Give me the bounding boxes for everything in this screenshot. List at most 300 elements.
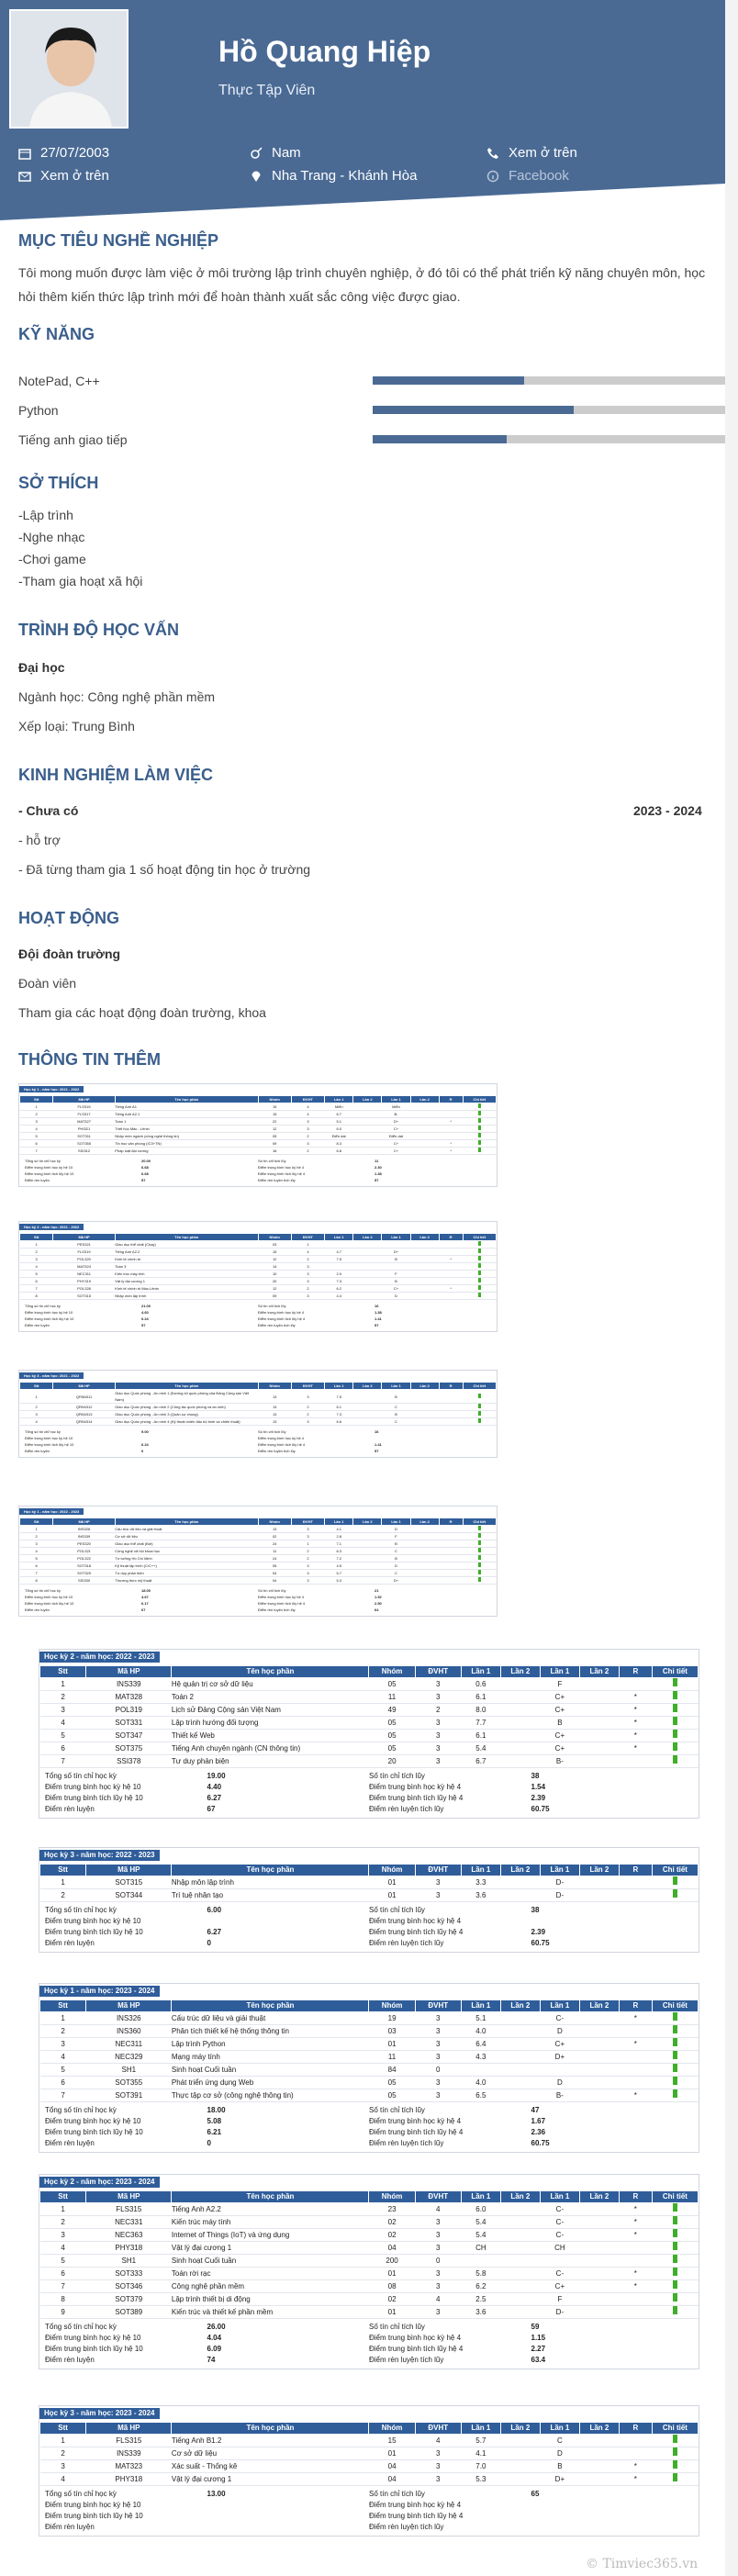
column-header: Lần 2: [500, 2191, 540, 2203]
table-cell: 05: [369, 1742, 415, 1755]
summary-value: 60.75: [531, 1805, 550, 1813]
detail-cell[interactable]: [463, 1241, 496, 1249]
detail-cell[interactable]: [652, 2216, 698, 2229]
table-cell: [439, 1562, 463, 1570]
column-header: Stt: [40, 1666, 86, 1678]
table-cell: [579, 2242, 619, 2255]
summary-label: Điểm rèn luyện: [25, 1449, 50, 1453]
table-cell: 3: [415, 2025, 461, 2038]
experience-period: 2023 - 2024: [633, 803, 702, 818]
table-cell: MAT327: [53, 1118, 115, 1126]
detail-icon[interactable]: [673, 1730, 677, 1738]
table-cell: [439, 1249, 463, 1256]
detail-cell[interactable]: [463, 1148, 496, 1155]
summary-value: 38: [531, 1906, 540, 1914]
detail-icon[interactable]: [673, 2216, 677, 2224]
detail-icon[interactable]: [673, 2255, 677, 2263]
detail-icon[interactable]: [478, 1533, 481, 1538]
detail-icon[interactable]: [673, 2268, 677, 2276]
table-cell: 1: [40, 1678, 86, 1691]
table-row: [40, 1889, 699, 1902]
table-cell: [579, 1755, 619, 1768]
table-cell: [439, 1533, 463, 1540]
detail-cell[interactable]: [652, 2229, 698, 2242]
summary-label: Tổng số tín chỉ học kỳ: [45, 1772, 117, 1780]
table-cell: D: [382, 1526, 410, 1533]
table-cell: [500, 2077, 540, 2089]
detail-icon[interactable]: [478, 1241, 481, 1246]
facebook-link[interactable]: Facebook: [509, 168, 569, 184]
detail-cell[interactable]: [463, 1526, 496, 1533]
table-cell: 5: [40, 2064, 86, 2077]
table-cell: Lập trình hướng đối tượng: [172, 1717, 369, 1730]
detail-cell[interactable]: [652, 2012, 698, 2025]
table-cell: [579, 1704, 619, 1717]
column-header: Lần 1: [382, 1383, 410, 1390]
detail-cell[interactable]: [652, 2025, 698, 2038]
detail-cell[interactable]: [463, 1263, 496, 1271]
detail-icon[interactable]: [478, 1126, 481, 1130]
column-header: ĐVHT: [291, 1234, 324, 1241]
table-cell: *: [439, 1140, 463, 1148]
detail-icon[interactable]: [673, 2293, 677, 2302]
detail-icon[interactable]: [478, 1404, 481, 1408]
table-cell: Hệ quản trị cơ sở dữ liệu: [172, 1678, 369, 1691]
table-cell: [500, 2025, 540, 2038]
table-cell: Tiếng Anh chuyên ngành (CN thông tin): [172, 1742, 369, 1755]
table-cell: F: [540, 2293, 579, 2306]
detail-cell[interactable]: [652, 2203, 698, 2216]
table-cell: [579, 2293, 619, 2306]
table-cell: 23: [369, 2203, 415, 2216]
column-header: ĐVHT: [415, 2191, 461, 2203]
detail-icon[interactable]: [673, 2229, 677, 2237]
detail-icon[interactable]: [673, 2012, 677, 2021]
table-cell: 1: [20, 1390, 53, 1404]
detail-cell[interactable]: [463, 1404, 496, 1411]
table-cell: 8.3: [325, 1140, 353, 1148]
table-cell: 4: [415, 2435, 461, 2447]
summary-label: Điểm rèn luyện tích lũy: [258, 1323, 296, 1327]
column-header: Lần 1: [461, 2423, 500, 2435]
table-cell: [410, 1278, 439, 1285]
detail-icon[interactable]: [673, 2077, 677, 2085]
table-cell: [439, 1548, 463, 1555]
detail-icon[interactable]: [478, 1394, 481, 1398]
detail-icon[interactable]: [478, 1249, 481, 1253]
table-cell: Kỹ thuật lập trình (C/C++): [115, 1562, 258, 1570]
column-header: Lần 2: [579, 2423, 619, 2435]
table-cell: B-: [382, 1111, 410, 1118]
column-header: Lần 1: [461, 1666, 500, 1678]
table-cell: [353, 1293, 382, 1300]
table-cell: 7: [40, 2089, 86, 2102]
table-cell: 2: [40, 2447, 86, 2460]
detail-cell[interactable]: [463, 1390, 496, 1404]
summary-value: [207, 2500, 370, 2511]
table-cell: C+: [540, 2038, 579, 2051]
table-cell: Kinh tế chính trị: [115, 1256, 258, 1263]
table-cell: [353, 1256, 382, 1263]
table-cell: 7.0: [461, 2460, 500, 2473]
detail-cell[interactable]: [652, 2255, 698, 2268]
table-cell: 6.1: [461, 1730, 500, 1742]
detail-icon[interactable]: [673, 2064, 677, 2072]
table-cell: [500, 2473, 540, 2486]
gender: [250, 145, 301, 161]
detail-icon[interactable]: [478, 1418, 481, 1423]
table-cell: D: [540, 2447, 579, 2460]
detail-cell[interactable]: [463, 1562, 496, 1570]
column-header: Lần 2: [500, 1865, 540, 1876]
grades-table: [19, 1095, 497, 1155]
table-cell: 6.6: [325, 1418, 353, 1426]
table-row: [20, 1118, 497, 1126]
table-cell: [579, 2025, 619, 2038]
detail-cell[interactable]: [652, 1876, 698, 1889]
detail-icon[interactable]: [673, 2025, 677, 2033]
summary-value: 1.15: [531, 2334, 546, 2342]
detail-icon[interactable]: [673, 1755, 677, 1764]
table-cell: B: [540, 2460, 579, 2473]
detail-cell[interactable]: [652, 1704, 698, 1717]
detail-icon[interactable]: [478, 1140, 481, 1145]
table-cell: Giáo dục Quốc phòng - An ninh 1 (Đường lối quốc phòng của Đảng Cộng sản Việt Nam): [115, 1390, 258, 1404]
summary-label: Điểm trung bình tích lũy hệ 4: [258, 1171, 306, 1176]
detail-icon[interactable]: [478, 1278, 481, 1282]
experience-title: KINH NGHIỆM LÀM VIỆC: [18, 766, 214, 784]
table-cell: 01: [369, 2268, 415, 2280]
skill-level: [373, 435, 507, 443]
summary-label: Điểm trung bình học kỳ hệ 10: [45, 1783, 141, 1791]
detail-cell[interactable]: [652, 2447, 698, 2460]
table-cell: 4.1: [461, 2447, 500, 2460]
table-row: [20, 1562, 497, 1570]
detail-cell[interactable]: [652, 2473, 698, 2486]
detail-icon[interactable]: [673, 2280, 677, 2289]
detail-icon[interactable]: [478, 1133, 481, 1137]
table-row: [20, 1526, 497, 1533]
table-cell: 3: [40, 2460, 86, 2473]
summary-label: Điểm trung bình tích lũy hệ 10: [25, 1316, 74, 1321]
table-cell: Lập trình Python: [172, 2038, 369, 2051]
table-cell: PHY318: [86, 2242, 172, 2255]
table-cell: 19: [369, 2012, 415, 2025]
hobbies-title: SỞ THÍCH: [18, 474, 99, 492]
summary-label: Điểm trung bình học kỳ hệ 4: [369, 1783, 462, 1791]
detail-cell[interactable]: [463, 1411, 496, 1418]
detail-icon[interactable]: [478, 1540, 481, 1545]
table-cell: 6.7: [461, 1755, 500, 1768]
table-row: [20, 1548, 497, 1555]
column-header: Lần 1: [540, 2423, 579, 2435]
column-header: Nhóm: [369, 1666, 415, 1678]
table-cell: [500, 1755, 540, 1768]
column-header: Lần 1: [325, 1096, 353, 1103]
column-header: Tên học phần: [172, 2191, 369, 2203]
detail-cell[interactable]: [652, 1889, 698, 1902]
detail-icon[interactable]: [673, 1678, 677, 1686]
summary-label: Điểm trung bình tích lũy hệ 4: [369, 1794, 464, 1802]
detail-cell[interactable]: [463, 1118, 496, 1126]
table-cell: *: [439, 1118, 463, 1126]
detail-icon[interactable]: [673, 2447, 677, 2456]
table-cell: F: [382, 1533, 410, 1540]
detail-cell[interactable]: [652, 2268, 698, 2280]
detail-icon[interactable]: [478, 1256, 481, 1260]
table-cell: [439, 1133, 463, 1140]
detail-cell[interactable]: [652, 2293, 698, 2306]
activities-title: HOẠT ĐỘNG: [18, 909, 119, 927]
detail-icon[interactable]: [673, 2038, 677, 2046]
table-cell: [619, 1889, 652, 1902]
detail-icon[interactable]: [478, 1526, 481, 1530]
summary-value: 6.24: [141, 1316, 149, 1321]
summary-value: 6.00: [207, 1906, 222, 1914]
detail-icon[interactable]: [478, 1148, 481, 1152]
table-cell: 3: [415, 2077, 461, 2089]
detail-cell[interactable]: [463, 1249, 496, 1256]
detail-cell[interactable]: [652, 2435, 698, 2447]
table-cell: Giáo dục Quốc phòng - An ninh 2 (Công tác quốc phòng và an ninh): [115, 1404, 258, 1411]
table-cell: [439, 1577, 463, 1585]
table-cell: 4.5: [325, 1562, 353, 1570]
detail-icon[interactable]: [673, 2306, 677, 2314]
table-cell: Vật lý đại cương 1: [172, 2242, 369, 2255]
detail-cell[interactable]: [463, 1577, 496, 1585]
table-row: [40, 1704, 699, 1717]
table-cell: B: [382, 1278, 410, 1285]
table-cell: Triết học Mác - Lênin: [115, 1126, 258, 1133]
detail-icon[interactable]: [478, 1548, 481, 1552]
table-cell: [619, 2306, 652, 2319]
table-cell: [579, 2268, 619, 2280]
table-cell: C+: [540, 2280, 579, 2293]
detail-icon[interactable]: [478, 1562, 481, 1567]
table-cell: 3: [291, 1570, 324, 1577]
table-cell: [579, 1876, 619, 1889]
table-cell: [500, 2229, 540, 2242]
detail-cell[interactable]: [463, 1271, 496, 1278]
detail-cell[interactable]: [652, 2089, 698, 2102]
detail-cell[interactable]: [652, 1755, 698, 1768]
table-cell: 3: [291, 1533, 324, 1540]
column-header: Nhóm: [369, 1865, 415, 1876]
summary-label: Tổng số tín chỉ học kỳ: [45, 1906, 117, 1914]
detail-cell[interactable]: [463, 1126, 496, 1133]
detail-icon[interactable]: [478, 1118, 481, 1123]
detail-icon[interactable]: [478, 1285, 481, 1290]
table-cell: [353, 1126, 382, 1133]
detail-icon[interactable]: [673, 2242, 677, 2250]
detail-cell[interactable]: [463, 1540, 496, 1548]
table-cell: C+: [540, 1742, 579, 1755]
detail-cell[interactable]: [463, 1278, 496, 1285]
table-row: [40, 2203, 699, 2216]
column-header: Lần 2: [410, 1234, 439, 1241]
detail-icon[interactable]: [478, 1103, 481, 1108]
facebook[interactable]: [486, 168, 569, 184]
table-cell: [500, 2051, 540, 2064]
summary-label: Điểm trung bình tích lũy hệ 10: [25, 1171, 74, 1176]
detail-cell[interactable]: [463, 1140, 496, 1148]
table-cell: [619, 2025, 652, 2038]
detail-icon[interactable]: [673, 1889, 677, 1898]
summary-label: Điểm rèn luyện tích lũy: [258, 1449, 296, 1453]
detail-icon[interactable]: [478, 1411, 481, 1416]
table-cell: Vật lý đại cương 1: [115, 1278, 258, 1285]
table-cell: 2: [20, 1111, 53, 1118]
detail-cell[interactable]: [652, 2064, 698, 2077]
table-cell: 7.3: [325, 1411, 353, 1418]
detail-cell[interactable]: [652, 2460, 698, 2473]
summary-label: Số tín chỉ tích lũy: [258, 1159, 286, 1163]
table-cell: SOT391: [86, 2089, 172, 2102]
table-cell: [500, 1717, 540, 1730]
column-header: ĐVHT: [291, 1383, 324, 1390]
summary-value: 21: [375, 1588, 379, 1593]
detail-icon[interactable]: [673, 2203, 677, 2212]
table-cell: [500, 1704, 540, 1717]
detail-icon[interactable]: [478, 1293, 481, 1297]
table-cell: Cơ sở dữ liệu: [115, 1533, 258, 1540]
table-cell: INS339: [86, 1678, 172, 1691]
table-cell: D+: [540, 2051, 579, 2064]
detail-cell[interactable]: [652, 1717, 698, 1730]
summary-label: Số tín chỉ tích lũy: [369, 2323, 425, 2331]
table-cell: 6: [20, 1278, 53, 1285]
table-row: [40, 1742, 699, 1755]
detail-icon[interactable]: [673, 1876, 677, 1885]
detail-cell[interactable]: [652, 1742, 698, 1755]
column-header: Lần 2: [410, 1383, 439, 1390]
summary-label: Điểm rèn luyện: [25, 1607, 50, 1612]
detail-cell[interactable]: [652, 2051, 698, 2064]
detail-cell[interactable]: [652, 2077, 698, 2089]
summary-label: Điểm trung bình học kỳ hệ 4: [369, 2117, 462, 2125]
table-cell: 4.1: [325, 1526, 353, 1533]
detail-cell[interactable]: [652, 1691, 698, 1704]
table-cell: C-: [540, 2229, 579, 2242]
calendar-icon: [18, 147, 31, 160]
table-cell: NEC311: [86, 2038, 172, 2051]
detail-icon[interactable]: [478, 1577, 481, 1582]
summary-value: 1.41: [375, 1316, 382, 1321]
table-cell: POL321: [53, 1548, 115, 1555]
detail-cell[interactable]: [463, 1548, 496, 1555]
detail-cell[interactable]: [463, 1133, 496, 1140]
table-cell: POL320: [53, 1256, 115, 1263]
detail-cell[interactable]: [652, 1678, 698, 1691]
detail-cell[interactable]: [652, 2280, 698, 2293]
summary-value: 74: [207, 2356, 216, 2364]
table-cell: 1: [40, 1876, 86, 1889]
table-cell: 4: [291, 1111, 324, 1118]
detail-icon[interactable]: [478, 1263, 481, 1268]
table-cell: [410, 1540, 439, 1548]
summary-value: 57: [141, 1323, 146, 1327]
table-cell: [579, 2089, 619, 2102]
table-cell: 09: [258, 1293, 291, 1300]
summary-value: 67: [207, 1805, 216, 1813]
detail-icon[interactable]: [673, 1717, 677, 1725]
table-cell: [619, 2293, 652, 2306]
column-header: Tên học phần: [172, 2423, 369, 2435]
table-cell: [540, 2255, 579, 2268]
table-cell: 6.2: [325, 1285, 353, 1293]
table-cell: 8: [40, 2293, 86, 2306]
table-cell: C-: [540, 2268, 579, 2280]
detail-cell[interactable]: [463, 1111, 496, 1118]
table-cell: INS326: [86, 2012, 172, 2025]
detail-cell[interactable]: [463, 1256, 496, 1263]
table-cell: SOT315: [53, 1293, 115, 1300]
detail-cell[interactable]: [652, 2306, 698, 2319]
detail-cell[interactable]: [463, 1570, 496, 1577]
summary-label: Điểm trung bình học kỳ hệ 4: [369, 1917, 462, 1925]
detail-cell[interactable]: [463, 1285, 496, 1293]
table-cell: 5: [20, 1133, 53, 1140]
summary-label: Tổng số tín chỉ học kỳ: [45, 2490, 117, 2498]
detail-cell[interactable]: [652, 2038, 698, 2051]
objective-text: Tôi mong muốn được làm việc ở môi trường lập trình chuyên nghiệp, ở đó tôi có thể phát triển kỹ năng chuyên môn, học hỏi thêm kiến thức lập trình mới để hoàn thành xuất sắc công việc được giao.: [18, 265, 706, 304]
detail-icon[interactable]: [673, 1742, 677, 1751]
table-cell: Công nghệ xã hội khoa học: [115, 1548, 258, 1555]
detail-icon[interactable]: [673, 1704, 677, 1712]
summary-label: Điểm rèn luyện: [45, 1939, 95, 1947]
table-cell: 04: [258, 1570, 291, 1577]
column-header: Lần 1: [461, 2000, 500, 2012]
detail-icon[interactable]: [673, 2460, 677, 2469]
table-cell: *: [619, 1730, 652, 1742]
column-header: Mã HP: [86, 2191, 172, 2203]
detail-cell[interactable]: [652, 2242, 698, 2255]
table-cell: [579, 2064, 619, 2077]
table-cell: [579, 1889, 619, 1902]
table-row: [40, 2293, 699, 2306]
column-header: R: [619, 2000, 652, 2012]
detail-cell[interactable]: [463, 1103, 496, 1111]
table-row: [20, 1533, 497, 1540]
detail-icon[interactable]: [673, 2051, 677, 2059]
detail-cell[interactable]: [463, 1418, 496, 1426]
table-cell: 5.1: [325, 1118, 353, 1126]
education-title: TRÌNH ĐỘ HỌC VẤN: [18, 621, 179, 639]
detail-icon[interactable]: [478, 1555, 481, 1560]
detail-icon[interactable]: [478, 1111, 481, 1115]
detail-icon[interactable]: [478, 1570, 481, 1574]
detail-icon[interactable]: [673, 2435, 677, 2443]
summary-label: Số tín chỉ tích lũy: [369, 2106, 425, 2114]
detail-cell[interactable]: [652, 1730, 698, 1742]
detail-cell[interactable]: [463, 1555, 496, 1562]
detail-icon[interactable]: [478, 1271, 481, 1275]
column-header: Tên học phần: [172, 1865, 369, 1876]
table-cell: 8.0: [461, 1704, 500, 1717]
table-row: [40, 2216, 699, 2229]
detail-icon[interactable]: [673, 2473, 677, 2481]
table-cell: 3: [415, 1678, 461, 1691]
table-cell: [579, 1742, 619, 1755]
table-cell: [439, 1241, 463, 1249]
detail-icon[interactable]: [673, 2089, 677, 2098]
column-header: Mã HP: [86, 2000, 172, 2012]
table-cell: 6.3: [325, 1548, 353, 1555]
table-cell: 1: [20, 1526, 53, 1533]
detail-cell[interactable]: [463, 1533, 496, 1540]
detail-icon[interactable]: [673, 1691, 677, 1699]
detail-cell[interactable]: [463, 1293, 496, 1300]
